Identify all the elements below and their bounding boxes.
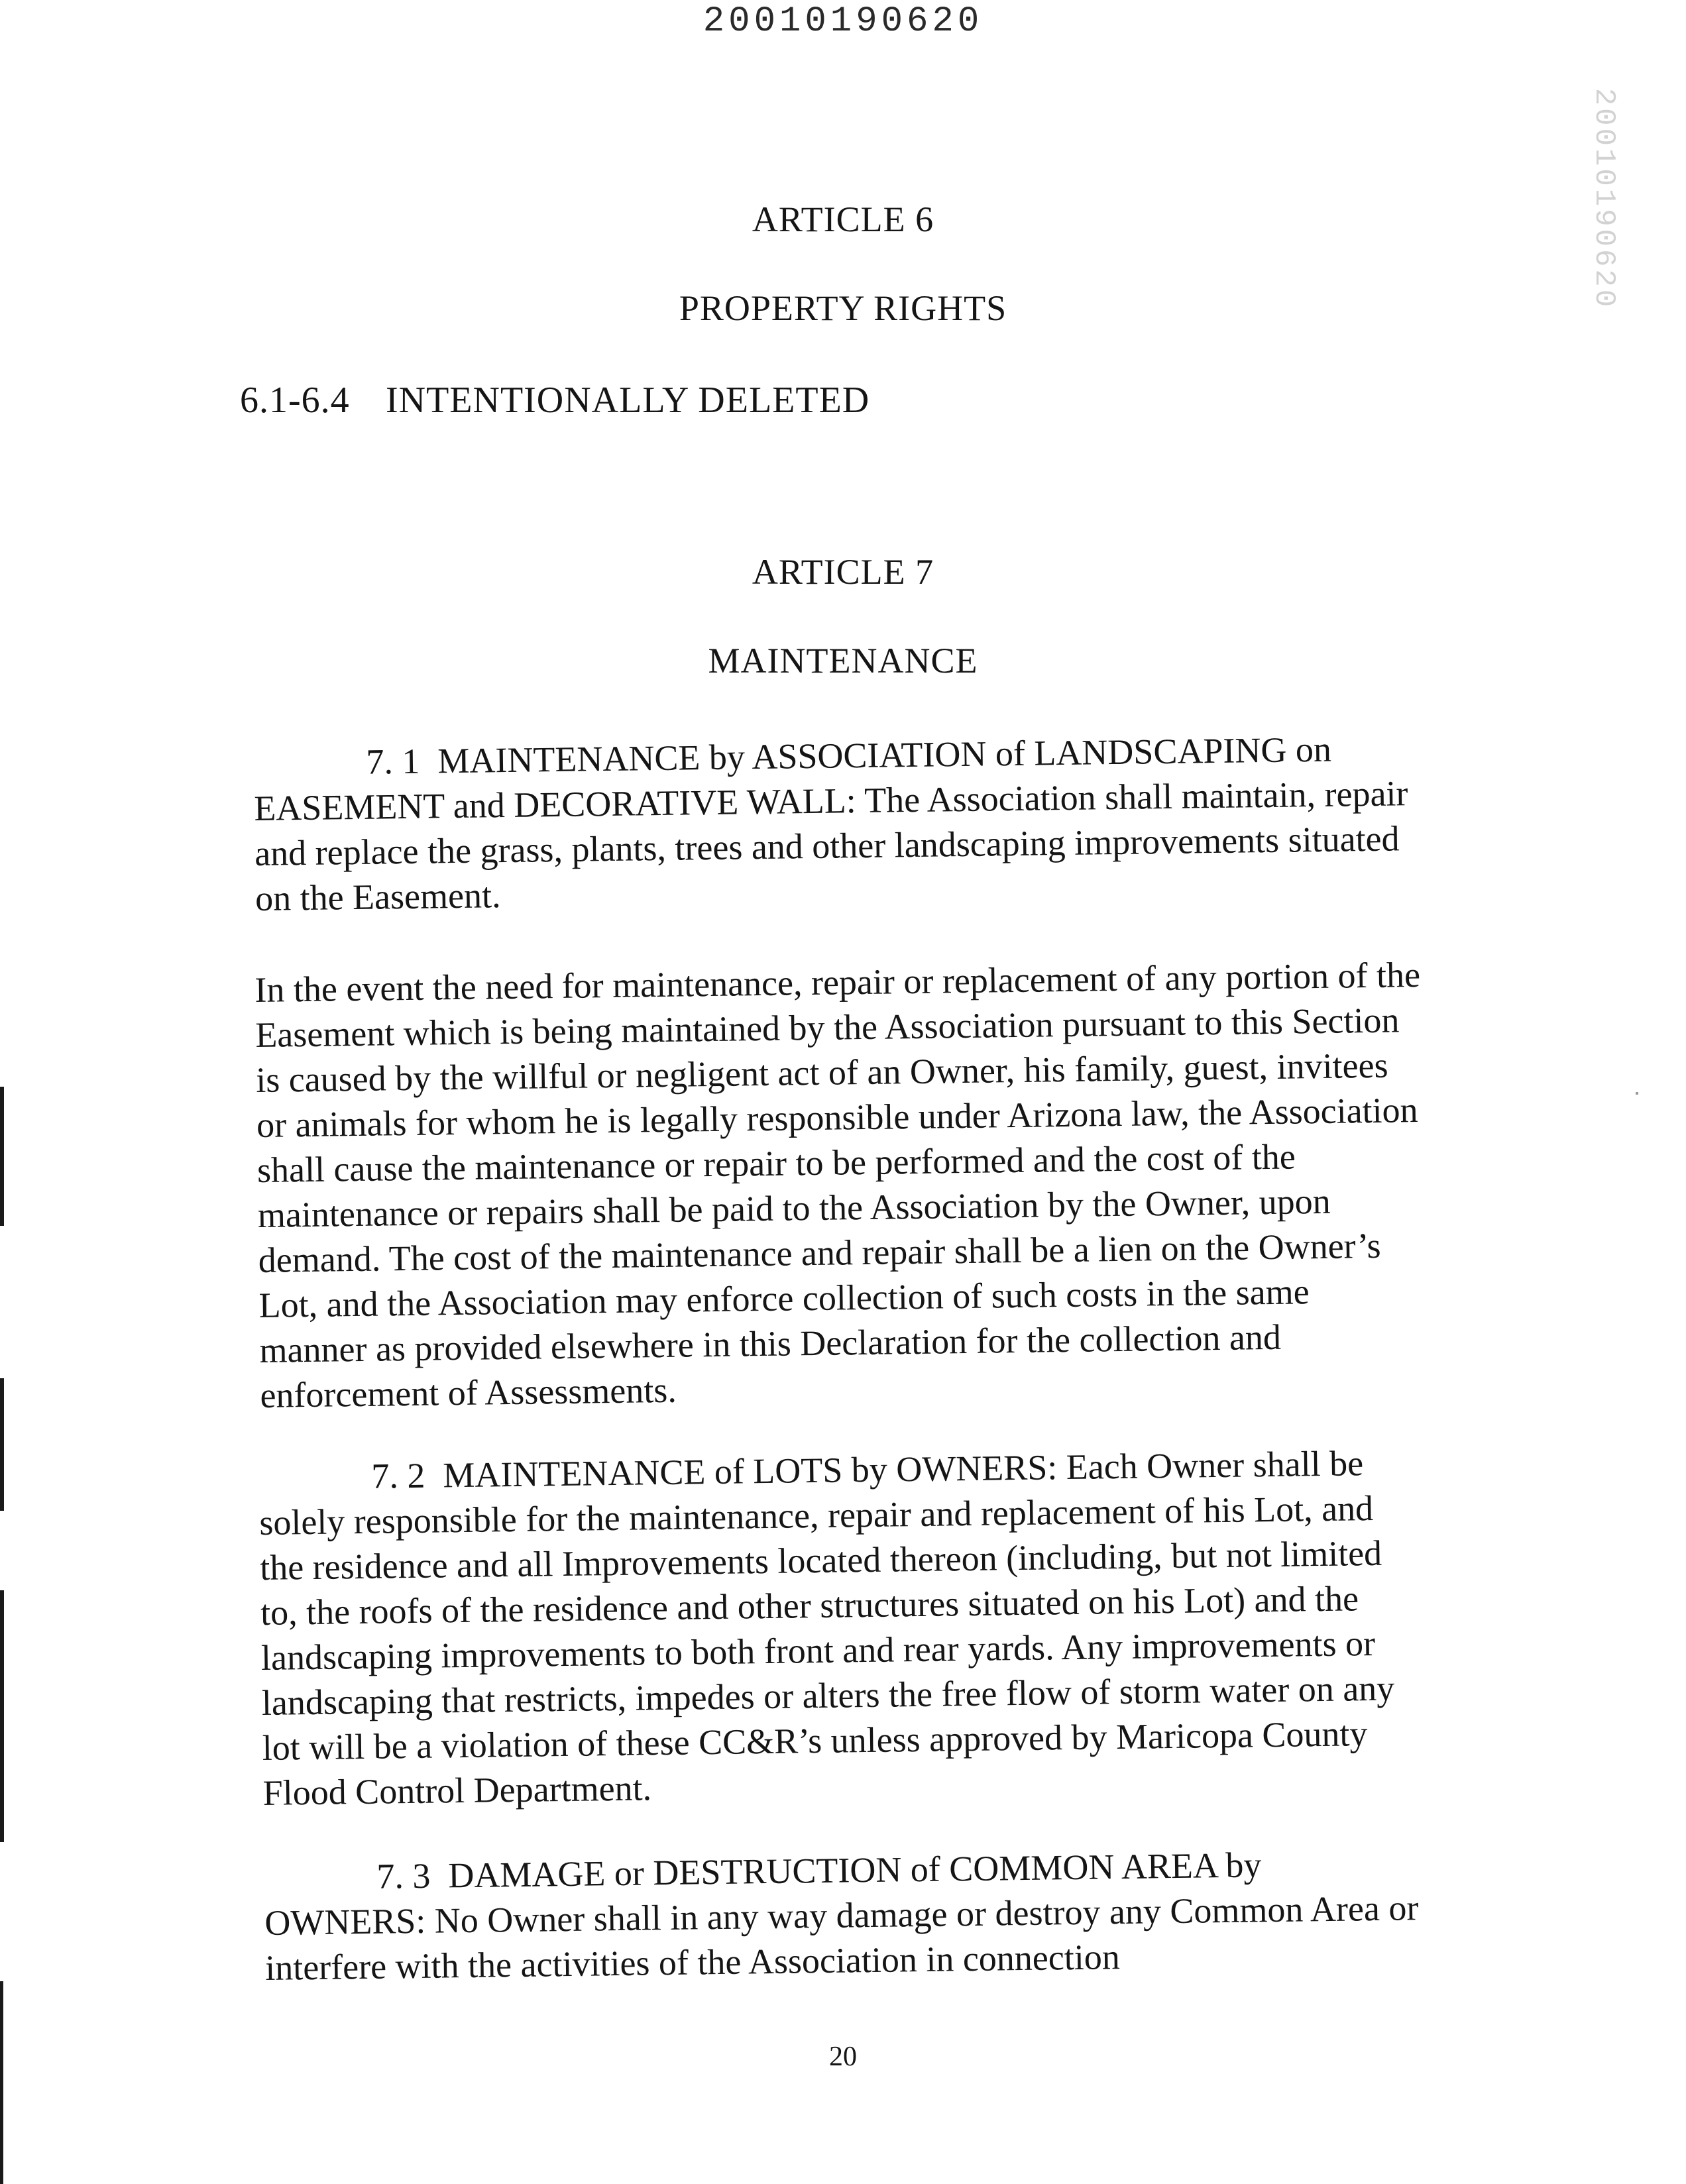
section-7-3-number: 7. 3: [376, 1855, 431, 1896]
article-6-subtitle: PROPERTY RIGHTS: [679, 288, 1007, 328]
article-7-subtitle: MAINTENANCE: [708, 641, 978, 681]
page-number: 20: [829, 2042, 857, 2072]
document-number: 20010190620: [702, 1, 984, 42]
section-7-1-number: 7. 1: [366, 741, 420, 782]
scan-speck: [1636, 1092, 1638, 1095]
section-6-1-6-4: [240, 379, 870, 421]
scan-edge-mark: [0, 1590, 4, 1842]
section-7-3: [264, 1840, 1432, 1991]
section-text: INTENTIONALLY DELETED: [386, 380, 870, 421]
side-stamp-text: 20010190620: [1587, 87, 1621, 310]
section-number: 6.1-6.4: [240, 380, 350, 421]
section-7-1: [253, 726, 1422, 921]
scan-edge-mark: [0, 1981, 3, 2184]
section-7-2-text: MAINTENANCE of LOTS by OWNERS: Each Owner shall be solely responsible for the maintenance, repair and replacement of his Lot, and the residence and all Improvements located thereon (including, but not limited to, the roofs of the residence and other structures situated on his Lot) and the landscaping improvements to both front and rear yards. Any improvements or landscaping that restricts, impedes or alters the free flow of storm water on any lot will be a violation of these CC&R’s unless approved by Maricopa County Flood Control Department.: [258, 1443, 1395, 1813]
article-7-title: ARTICLE 7: [752, 552, 934, 592]
section-7-1-paragraph-2: In the event the need for maintenance, repair or replacement of any portion of the Easement which is being maintained by the Association pursuant to this Section is caused by the willful or negligent act of an Owner, his family, guest, invitees or animals for whom he is legally responsible under Arizona law, the Association shall cause the maintenance or repair to be performed and the cost of the maintenance or repairs shall be paid to the Association by the Owner, upon demand. The cost of the maintenance and repair shall be a lien on the Owner’s Lot, and the Association may enforce collection of such costs in the same manner as provided elsewhere in this Declaration for the collection and enforcement of Assessments.: [254, 954, 1421, 1415]
section-7-3-text: DAMAGE or DESTRUCTION of COMMON AREA by OWNERS: No Owner shall in any way damage or destroy any Common Area or interfere with the activities of the Association in connection: [264, 1845, 1419, 1988]
section-7-2-number: 7. 2: [371, 1455, 425, 1496]
article-6-title: ARTICLE 6: [752, 199, 934, 239]
scan-edge-mark: [0, 1087, 4, 1226]
section-7-2: [258, 1440, 1430, 1816]
section-7-1-text: MAINTENANCE by ASSOCIATION of LANDSCAPING on EASEMENT and DECORATIVE WALL: The Association shall maintain, repair and replace the grass, plants, trees and other landscaping improvements situated on the Easement.: [253, 729, 1408, 918]
scan-edge-mark: [0, 1378, 4, 1511]
